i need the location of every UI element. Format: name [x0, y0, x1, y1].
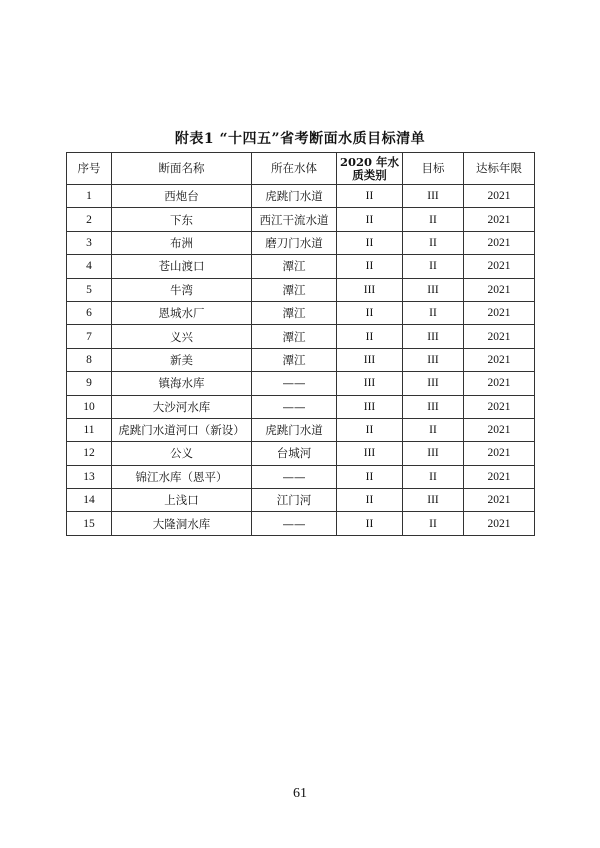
header-seq: 序号 [67, 153, 112, 185]
table-row [67, 231, 535, 254]
cell-target: III [403, 325, 464, 348]
cell-target: III [403, 348, 464, 371]
cell-water-body: —— [252, 465, 337, 488]
cell-water-body: —— [252, 395, 337, 418]
cell-deadline: 2021 [464, 348, 535, 371]
header-quality-2020: 2020 年水质类别 [337, 153, 403, 185]
cell-seq: 4 [67, 255, 112, 278]
cell-target: II [403, 301, 464, 324]
cell-section-name: 布洲 [112, 231, 252, 254]
cell-water-body: 潭江 [252, 255, 337, 278]
cell-seq: 12 [67, 442, 112, 465]
cell-target: III [403, 372, 464, 395]
cell-section-name: 新美 [112, 348, 252, 371]
cell-deadline: 2021 [464, 418, 535, 441]
cell-seq: 14 [67, 489, 112, 512]
cell-quality-2020: II [337, 231, 403, 254]
cell-section-name: 西炮台 [112, 185, 252, 208]
cell-section-name: 苍山渡口 [112, 255, 252, 278]
cell-deadline: 2021 [464, 395, 535, 418]
cell-seq: 3 [67, 231, 112, 254]
cell-section-name: 牛湾 [112, 278, 252, 301]
cell-seq: 13 [67, 465, 112, 488]
table-row [67, 512, 535, 535]
cell-target: II [403, 255, 464, 278]
header-water-body: 所在水体 [252, 153, 337, 185]
cell-water-body: —— [252, 512, 337, 535]
cell-water-body: 虎跳门水道 [252, 418, 337, 441]
cell-quality-2020: III [337, 278, 403, 301]
cell-quality-2020: II [337, 489, 403, 512]
cell-water-body: 江门河 [252, 489, 337, 512]
table-row [67, 325, 535, 348]
cell-water-body: 潭江 [252, 301, 337, 324]
cell-deadline: 2021 [464, 185, 535, 208]
cell-quality-2020: II [337, 301, 403, 324]
header-deadline: 达标年限 [464, 153, 535, 185]
table-row [67, 395, 535, 418]
cell-quality-2020: II [337, 255, 403, 278]
cell-target: III [403, 442, 464, 465]
cell-target: II [403, 512, 464, 535]
cell-water-body: —— [252, 372, 337, 395]
page-number: 61 [293, 786, 307, 801]
cell-section-name: 镇海水库 [112, 372, 252, 395]
cell-water-body: 潭江 [252, 278, 337, 301]
header-section-name: 断面名称 [112, 153, 252, 185]
cell-seq: 5 [67, 278, 112, 301]
cell-water-body: 潭江 [252, 348, 337, 371]
cell-quality-2020: II [337, 465, 403, 488]
cell-deadline: 2021 [464, 231, 535, 254]
cell-water-body: 西江干流水道 [252, 208, 337, 231]
cell-seq: 8 [67, 348, 112, 371]
cell-deadline: 2021 [464, 208, 535, 231]
cell-deadline: 2021 [464, 489, 535, 512]
table-title: 附表1 “十四五”省考断面水质目标清单 [174, 131, 426, 147]
cell-section-name: 大沙河水库 [112, 395, 252, 418]
cell-seq: 10 [67, 395, 112, 418]
table-row [67, 418, 535, 441]
table-row [67, 278, 535, 301]
table-body [67, 185, 535, 536]
table-row [67, 255, 535, 278]
cell-deadline: 2021 [464, 372, 535, 395]
table-row [67, 465, 535, 488]
cell-section-name: 大隆洞水库 [112, 512, 252, 535]
cell-quality-2020: III [337, 372, 403, 395]
table-row [67, 372, 535, 395]
cell-seq: 9 [67, 372, 112, 395]
cell-water-body: 磨刀门水道 [252, 231, 337, 254]
cell-deadline: 2021 [464, 512, 535, 535]
table-row [67, 185, 535, 208]
cell-water-body: 虎跳门水道 [252, 185, 337, 208]
cell-deadline: 2021 [464, 278, 535, 301]
table-row [67, 442, 535, 465]
cell-seq: 1 [67, 185, 112, 208]
cell-deadline: 2021 [464, 301, 535, 324]
cell-target: II [403, 418, 464, 441]
cell-seq: 2 [67, 208, 112, 231]
cell-section-name: 下东 [112, 208, 252, 231]
cell-seq: 6 [67, 301, 112, 324]
cell-water-body: 潭江 [252, 325, 337, 348]
cell-deadline: 2021 [464, 325, 535, 348]
cell-target: III [403, 489, 464, 512]
table-row [67, 208, 535, 231]
cell-target: II [403, 465, 464, 488]
water-quality-target-table [66, 152, 535, 536]
table-row [67, 301, 535, 324]
cell-deadline: 2021 [464, 442, 535, 465]
cell-water-body: 台城河 [252, 442, 337, 465]
cell-quality-2020: II [337, 325, 403, 348]
cell-seq: 7 [67, 325, 112, 348]
cell-quality-2020: II [337, 418, 403, 441]
table-row [67, 348, 535, 371]
cell-quality-2020: III [337, 348, 403, 371]
cell-quality-2020: II [337, 512, 403, 535]
cell-quality-2020: III [337, 395, 403, 418]
cell-target: III [403, 185, 464, 208]
cell-seq: 15 [67, 512, 112, 535]
cell-section-name: 锦江水库（恩平） [112, 465, 252, 488]
cell-section-name: 公义 [112, 442, 252, 465]
cell-seq: 11 [67, 418, 112, 441]
table-row [67, 489, 535, 512]
cell-deadline: 2021 [464, 255, 535, 278]
cell-quality-2020: II [337, 185, 403, 208]
cell-section-name: 恩城水厂 [112, 301, 252, 324]
cell-section-name: 义兴 [112, 325, 252, 348]
cell-target: III [403, 278, 464, 301]
cell-section-name: 虎跳门水道河口（新设） [112, 418, 252, 441]
cell-deadline: 2021 [464, 465, 535, 488]
table-header-row [67, 153, 535, 185]
cell-target: II [403, 231, 464, 254]
cell-quality-2020: II [337, 208, 403, 231]
cell-target: II [403, 208, 464, 231]
cell-quality-2020: III [337, 442, 403, 465]
header-target: 目标 [403, 153, 464, 185]
cell-section-name: 上浅口 [112, 489, 252, 512]
cell-target: III [403, 395, 464, 418]
